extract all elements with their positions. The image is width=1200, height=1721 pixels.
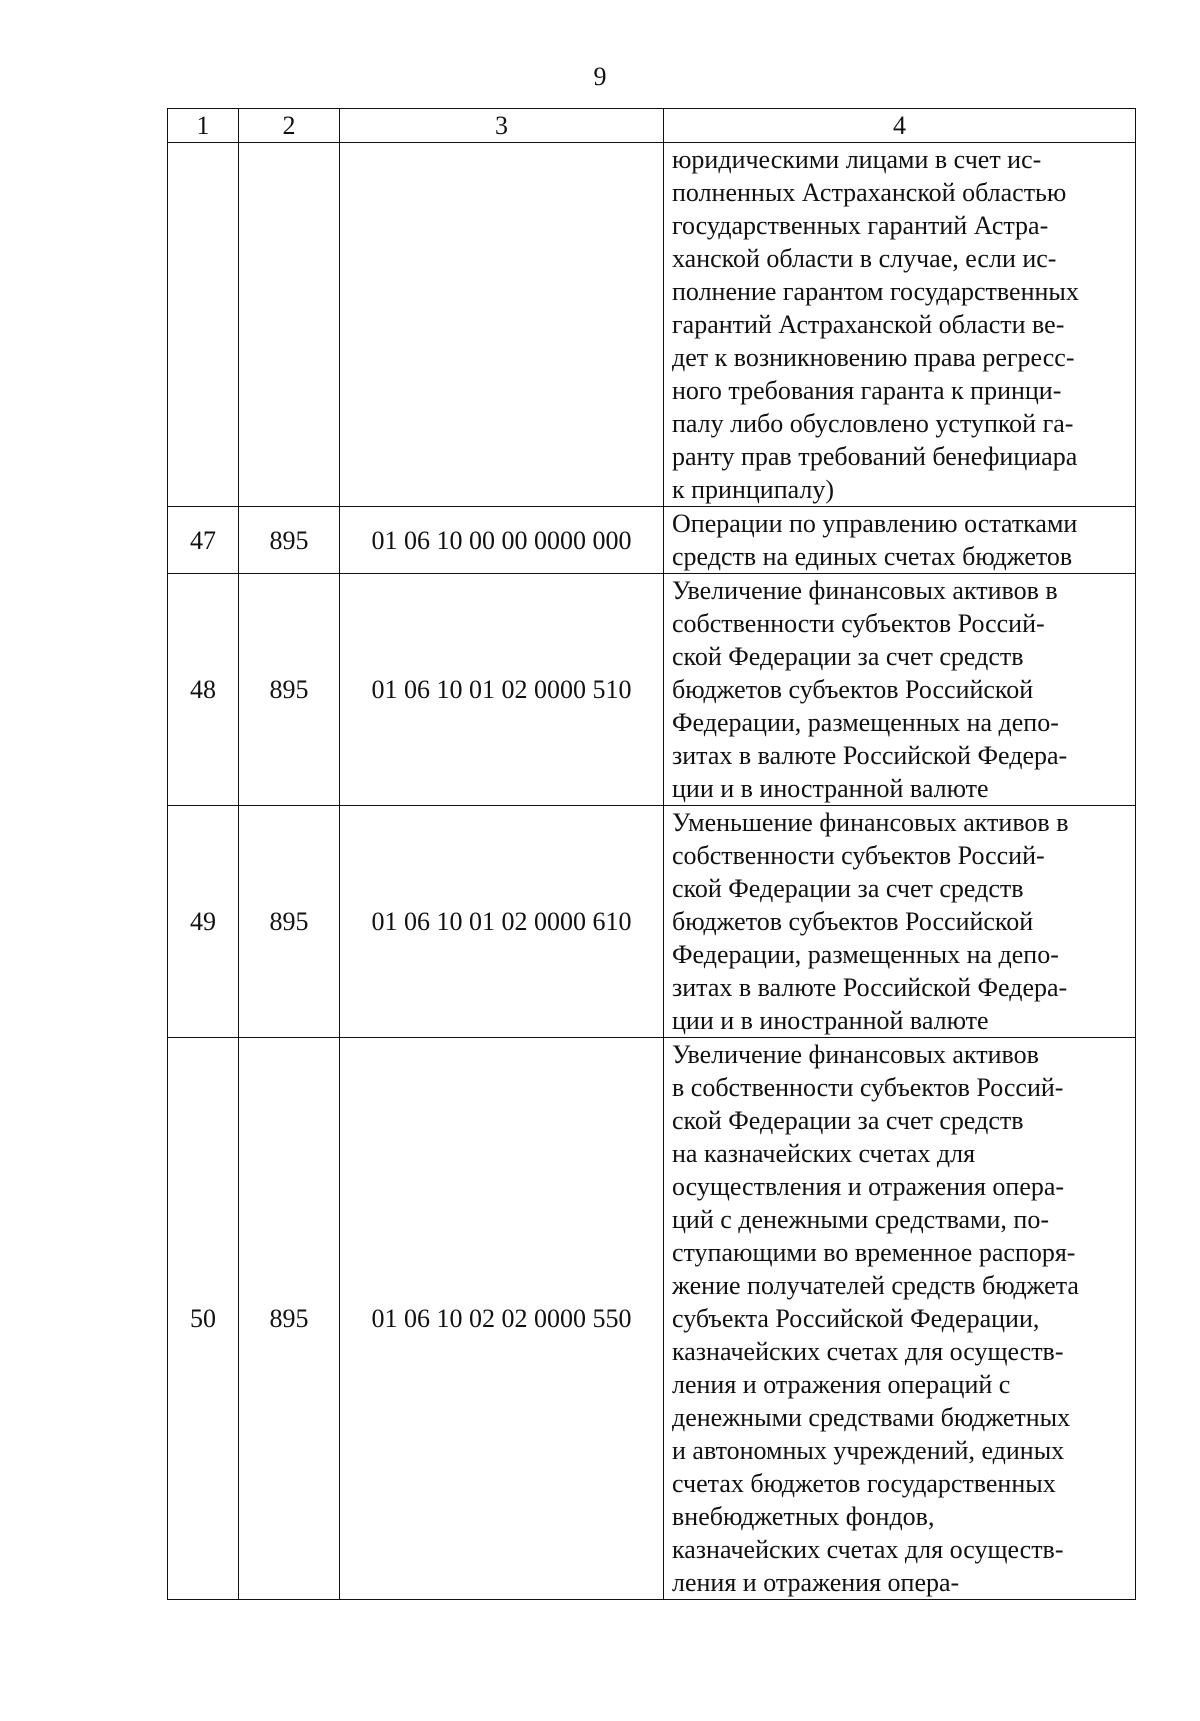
row-number: 48 [168, 574, 239, 806]
row-description: юридическими лицами в счет ис- полненных Астраханской областью государственных гарантий Астра- ханской области в случае, если ис- полнение гарантом государственных гарантий Астраханской области ве- дет к возникновению права регресс- ного требования гаранта к принци- палу либо обусловлено уступкой га- ранту прав требований бенефициара к принципалу) [664, 143, 1136, 507]
row-number: 47 [168, 507, 239, 574]
table-row [168, 806, 1136, 1038]
table-row [168, 143, 1136, 507]
column-header-1: 1 [168, 109, 239, 143]
row-classification-code: 01 06 10 01 02 0000 510 [340, 574, 664, 806]
column-header-3: 3 [340, 109, 664, 143]
row-admin-code: 895 [239, 507, 340, 574]
row-classification-code: 01 06 10 00 00 0000 000 [340, 507, 664, 574]
row-description: Увеличение финансовых активов в собственности субъектов Россий- ской Федерации за счет средств бюджетов субъектов Российской Федерации, размещенных на депо- зитах в валюте Российской Федера- ции и в иностранной валюте [664, 574, 1136, 806]
row-admin-code [239, 143, 340, 507]
row-classification-code: 01 06 10 01 02 0000 610 [340, 806, 664, 1038]
row-number: 49 [168, 806, 239, 1038]
row-admin-code: 895 [239, 1038, 340, 1600]
row-description: Операции по управлению остатками средств на единых счетах бюджетов [664, 507, 1136, 574]
row-number: 50 [168, 1038, 239, 1600]
page-number: 9 [593, 62, 607, 91]
table-header-row [168, 109, 1136, 143]
row-admin-code: 895 [239, 574, 340, 806]
row-number [168, 143, 239, 507]
column-header-2: 2 [239, 109, 340, 143]
table-row [168, 507, 1136, 574]
table-row [168, 574, 1136, 806]
row-classification-code: 01 06 10 02 02 0000 550 [340, 1038, 664, 1600]
row-classification-code [340, 143, 664, 507]
budget-classification-table [167, 108, 1136, 1600]
row-admin-code: 895 [239, 806, 340, 1038]
table-row [168, 1038, 1136, 1600]
row-description: Уменьшение финансовых активов в собственности субъектов Россий- ской Федерации за счет средств бюджетов субъектов Российской Федерации, размещенных на депо- зитах в валюте Российской Федера- ции и в иностранной валюте [664, 806, 1136, 1038]
row-description: Увеличение финансовых активов в собственности субъектов Россий- ской Федерации за счет средств на казначейских счетах для осуществления и отражения опера- ций с денежными средствами, по- ступающими во временное распоря- жение получателей средств бюджета субъекта Российской Федерации, казначейских счетах для осуществ- ления и отражения операций с денежными средствами бюджетных и автономных учреждений, единых счетах бюджетов государственных внебюджетных фондов, казначейских счетах для осуществ- ления и отражения опера- [664, 1038, 1136, 1600]
column-header-4: 4 [664, 109, 1136, 143]
